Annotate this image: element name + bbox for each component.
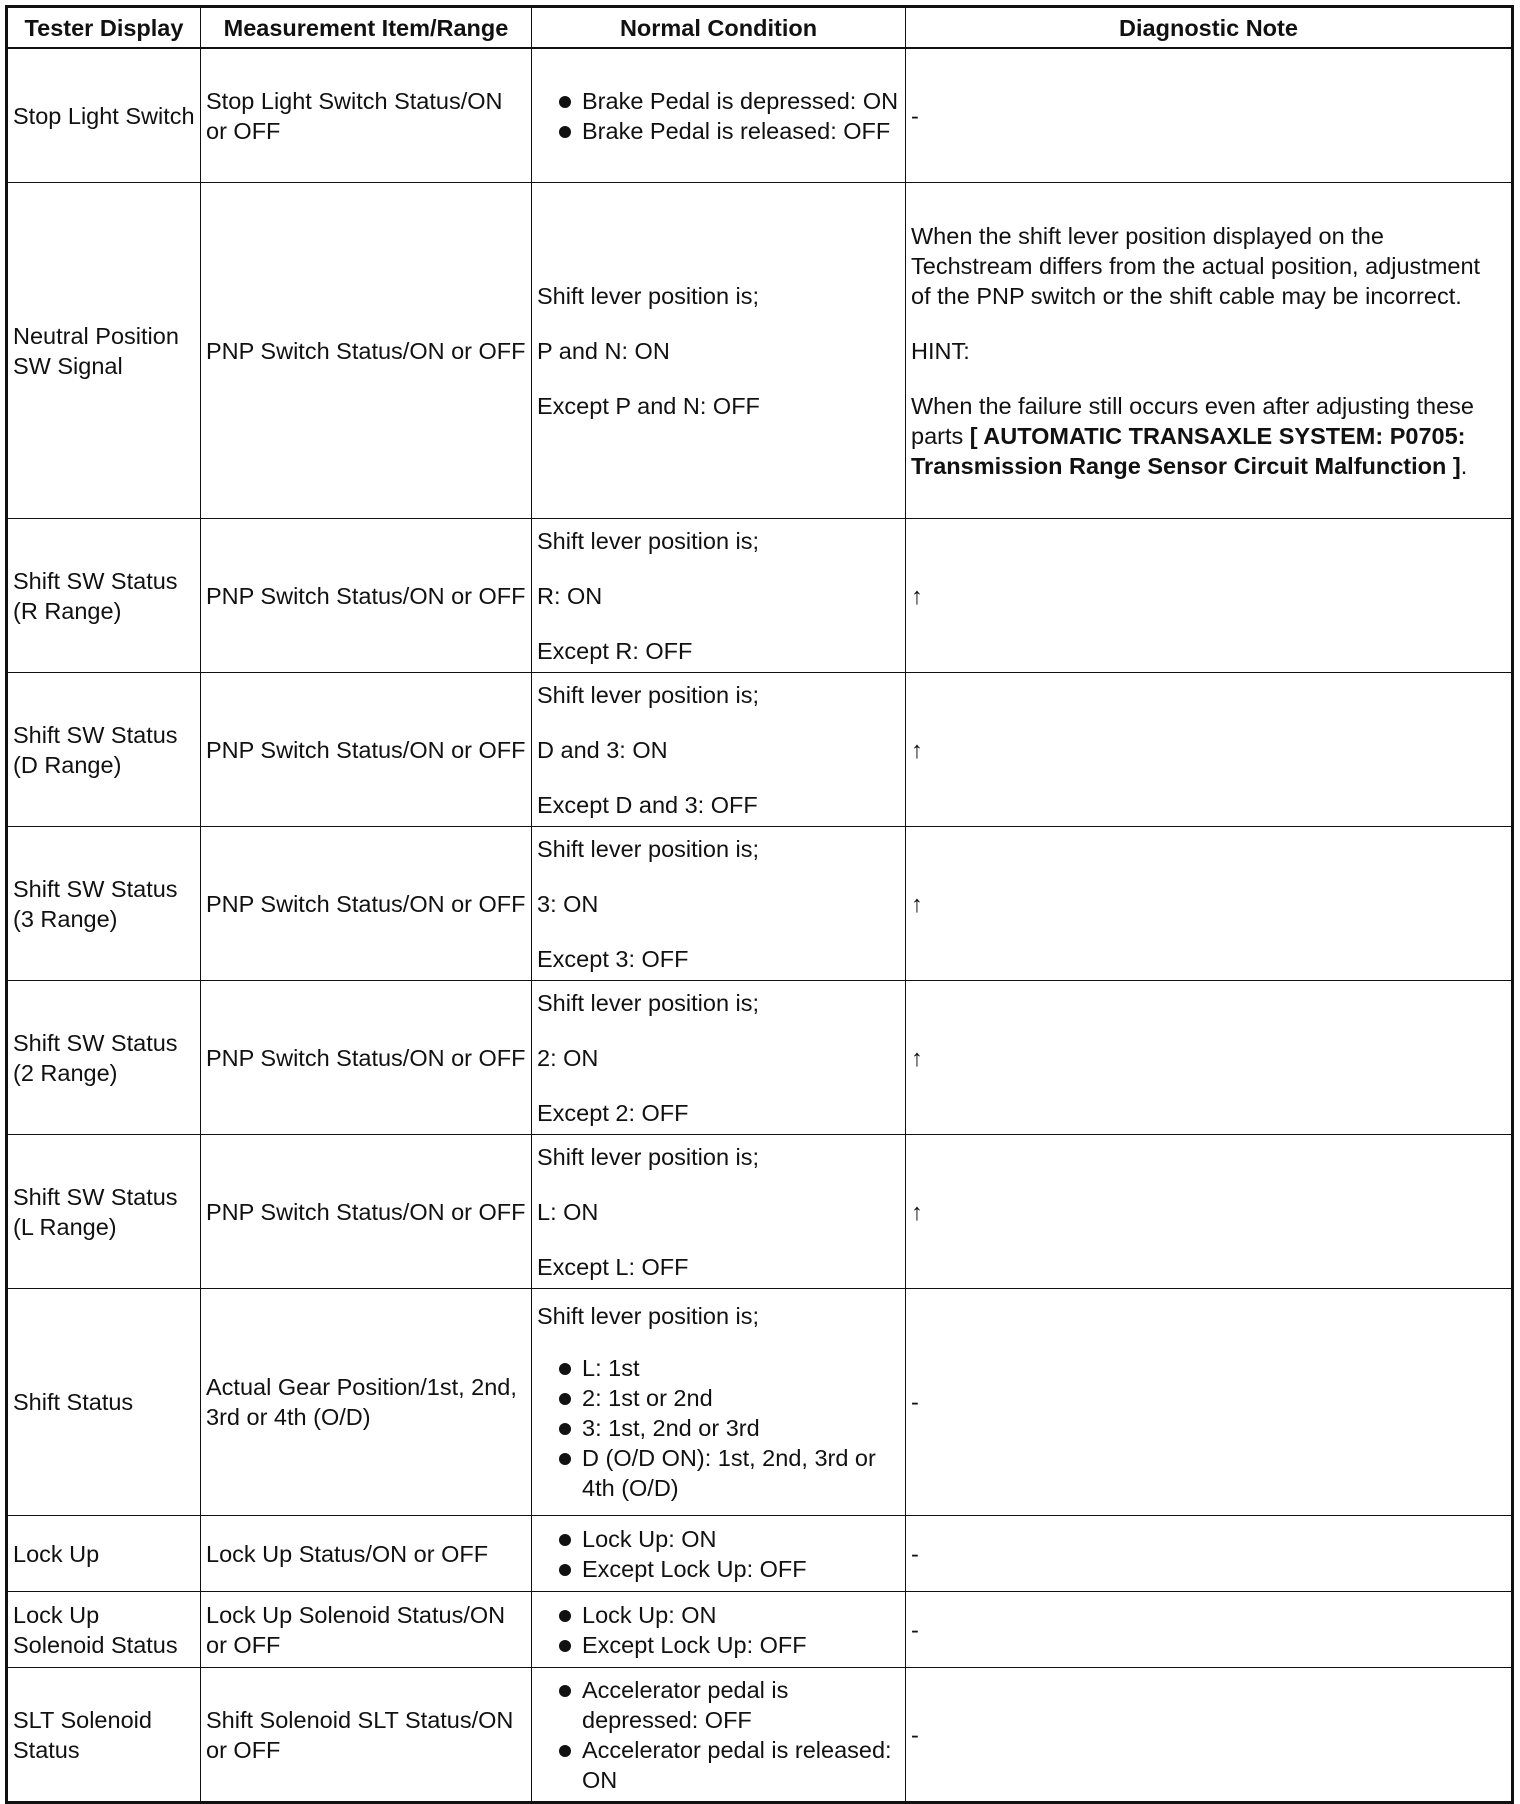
condition-line: 3: ON xyxy=(537,890,599,917)
dtc-reference-link[interactable]: [ AUTOMATIC TRANSAXLE SYSTEM: P0705: Transmission Range Sensor Circuit Malfunction ] xyxy=(911,422,1466,479)
normal-condition-cell xyxy=(532,981,906,1135)
condition-line: Except R: OFF xyxy=(537,637,693,664)
measurement-cell: PNP Switch Status/ON or OFF xyxy=(201,1135,532,1289)
normal-condition-cell xyxy=(532,827,906,981)
bullet-list xyxy=(537,86,900,146)
diagnostic-note-cell: ↑ xyxy=(906,519,1513,673)
header-tester-display: Tester Display xyxy=(7,7,201,49)
condition-line: Shift lever position is; xyxy=(537,282,760,309)
list-item: Brake Pedal is depressed: ON xyxy=(537,86,900,116)
list-item: Lock Up: ON xyxy=(537,1600,900,1630)
tester-display-cell: Shift SW Status (L Range) xyxy=(7,1135,201,1289)
tester-display-cell: Lock Up Solenoid Status xyxy=(7,1592,201,1668)
bullet-list xyxy=(537,1675,900,1795)
list-item: 3: 1st, 2nd or 3rd xyxy=(537,1413,900,1443)
data-list-sheet xyxy=(5,5,1511,1804)
header-normal-condition: Normal Condition xyxy=(532,7,906,49)
hint-label: HINT: xyxy=(911,337,970,364)
condition-line: Shift lever position is; xyxy=(537,835,760,862)
condition-line: Shift lever position is; xyxy=(537,1303,760,1329)
condition-line: D and 3: ON xyxy=(537,736,668,763)
normal-condition-cell xyxy=(532,519,906,673)
diagnostic-note-cell: - xyxy=(906,1592,1513,1668)
condition-line: R: ON xyxy=(537,582,603,609)
diagnostic-note-cell: ↑ xyxy=(906,981,1513,1135)
header-row xyxy=(7,7,1513,49)
diagnostic-note-cell: ↑ xyxy=(906,1135,1513,1289)
tester-display-cell: Lock Up xyxy=(7,1516,201,1592)
condition-line: Shift lever position is; xyxy=(537,989,760,1016)
condition-line: L: ON xyxy=(537,1198,599,1225)
header-diagnostic-note: Diagnostic Note xyxy=(906,7,1513,49)
tester-display-cell: Stop Light Switch xyxy=(7,48,201,183)
measurement-cell: PNP Switch Status/ON or OFF xyxy=(201,827,532,981)
table-row xyxy=(7,1289,1513,1516)
table-row xyxy=(7,48,1513,183)
measurement-cell: Lock Up Solenoid Status/ON or OFF xyxy=(201,1592,532,1668)
condition-line: Except L: OFF xyxy=(537,1253,689,1280)
normal-condition-cell xyxy=(532,183,906,519)
condition-line: Except P and N: OFF xyxy=(537,392,760,419)
list-item: D (O/D ON): 1st, 2nd, 3rd or 4th (O/D) xyxy=(537,1443,900,1503)
list-item: Except Lock Up: OFF xyxy=(537,1554,900,1584)
measurement-cell: Stop Light Switch Status/ON or OFF xyxy=(201,48,532,183)
normal-condition-cell xyxy=(532,1516,906,1592)
normal-condition-cell xyxy=(532,1135,906,1289)
condition-line: Except D and 3: OFF xyxy=(537,791,758,818)
condition-line: 2: ON xyxy=(537,1044,599,1071)
measurement-cell: Shift Solenoid SLT Status/ON or OFF xyxy=(201,1668,532,1803)
table-row xyxy=(7,981,1513,1135)
diagnostic-note-cell: - xyxy=(906,48,1513,183)
header-measurement: Measurement Item/Range xyxy=(201,7,532,49)
measurement-cell: PNP Switch Status/ON or OFF xyxy=(201,519,532,673)
condition-line: Shift lever position is; xyxy=(537,527,760,554)
tester-display-cell: Shift SW Status (R Range) xyxy=(7,519,201,673)
note-paragraph xyxy=(911,391,1506,481)
condition-line: Except 3: OFF xyxy=(537,945,689,972)
condition-line: P and N: ON xyxy=(537,337,670,364)
list-item: 2: 1st or 2nd xyxy=(537,1383,900,1413)
table-row xyxy=(7,1135,1513,1289)
list-item: L: 1st xyxy=(537,1353,900,1383)
tester-display-cell: SLT Solenoid Status xyxy=(7,1668,201,1803)
table-row xyxy=(7,1668,1513,1803)
table-row xyxy=(7,183,1513,519)
list-item: Accelerator pedal is released: ON xyxy=(537,1735,900,1795)
normal-condition-cell xyxy=(532,1592,906,1668)
tester-display-cell: Shift SW Status (D Range) xyxy=(7,673,201,827)
condition-line: Except 2: OFF xyxy=(537,1099,689,1126)
diagnostic-note-cell: - xyxy=(906,1668,1513,1803)
condition-line: Shift lever position is; xyxy=(537,681,760,708)
bullet-list xyxy=(537,1353,900,1503)
diagnostic-note-cell: ↑ xyxy=(906,673,1513,827)
condition-line: Shift lever position is; xyxy=(537,1143,760,1170)
tester-display-cell: Shift SW Status (2 Range) xyxy=(7,981,201,1135)
tester-display-cell: Shift SW Status (3 Range) xyxy=(7,827,201,981)
measurement-cell: PNP Switch Status/ON or OFF xyxy=(201,673,532,827)
table-row xyxy=(7,519,1513,673)
normal-condition-cell xyxy=(532,673,906,827)
note-paragraph: When the shift lever position displayed on the Techstream differs from the actual position, adjustment of the PNP switch or the shift cable may be incorrect. xyxy=(911,222,1481,309)
measurement-cell: PNP Switch Status/ON or OFF xyxy=(201,981,532,1135)
table-row xyxy=(7,1592,1513,1668)
diagnostic-note-cell xyxy=(906,183,1513,519)
note-text: When the failure still occurs even after adjusting these parts xyxy=(911,392,1474,449)
measurement-cell: PNP Switch Status/ON or OFF xyxy=(201,183,532,519)
table-row xyxy=(7,673,1513,827)
tester-display-cell: Shift Status xyxy=(7,1289,201,1516)
list-item: Brake Pedal is released: OFF xyxy=(537,116,900,146)
diagnostic-note-cell: - xyxy=(906,1516,1513,1592)
measurement-cell: Lock Up Status/ON or OFF xyxy=(201,1516,532,1592)
normal-condition-cell xyxy=(532,48,906,183)
diagnostic-note-cell: ↑ xyxy=(906,827,1513,981)
tester-data-table xyxy=(5,5,1514,1804)
bullet-list xyxy=(537,1600,900,1660)
measurement-cell: Actual Gear Position/1st, 2nd, 3rd or 4th (O/D) xyxy=(201,1289,532,1516)
tester-display-cell: Neutral Position SW Signal xyxy=(7,183,201,519)
normal-condition-cell xyxy=(532,1668,906,1803)
table-row xyxy=(7,827,1513,981)
table-row xyxy=(7,1516,1513,1592)
note-text: . xyxy=(1460,452,1468,479)
bullet-list xyxy=(537,1524,900,1584)
list-item: Accelerator pedal is depressed: OFF xyxy=(537,1675,900,1735)
diagnostic-note-cell: - xyxy=(906,1289,1513,1516)
normal-condition-cell xyxy=(532,1289,906,1516)
list-item: Except Lock Up: OFF xyxy=(537,1630,900,1660)
list-item: Lock Up: ON xyxy=(537,1524,900,1554)
